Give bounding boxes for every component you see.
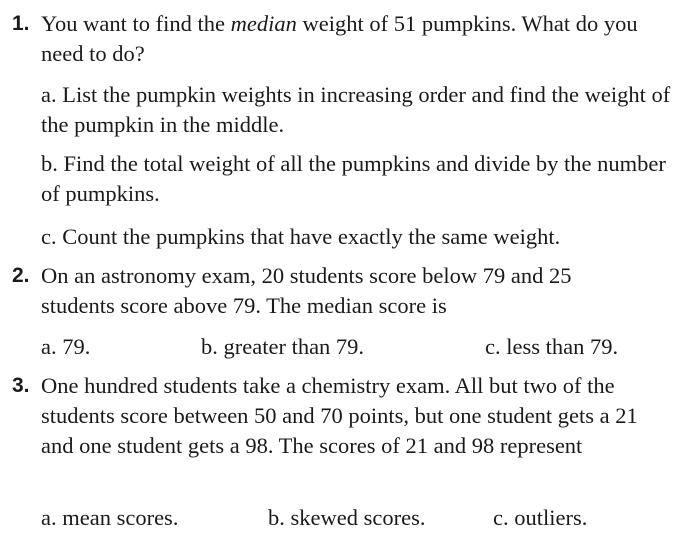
stem-emphasis: median [230, 11, 297, 36]
question-number: 2. [12, 264, 30, 287]
answer-option-c[interactable]: c. outliers. [493, 505, 588, 530]
answer-option-a[interactable]: a. List the pumpkin weights in increasing order and find the weight of the pumpkin in the middle. [41, 82, 671, 137]
options-row [0, 503, 700, 533]
stem-text: You want to find the [41, 11, 231, 36]
question-stem: On an astronomy exam, 20 students score below 79 and 25 students score above 79. The median score is [41, 263, 572, 318]
options-row [0, 332, 700, 362]
question-stem: One hundred students take a chemistry exam. All but two of the students score between 50 and 70 points, but one student gets a 21 and one student gets a 98. The scores of 21 and 98 represent [41, 373, 638, 458]
answer-option-b[interactable]: b. greater than 79. [201, 334, 365, 359]
answer-option-a[interactable]: a. 79. [41, 334, 91, 359]
answer-option-b[interactable]: b. Find the total weight of all the pumpkins and divide by the number of pumpkins. [41, 151, 666, 206]
question-stem [41, 9, 681, 69]
question-number: 1. [12, 12, 30, 35]
answer-option-a[interactable]: a. mean scores. [41, 505, 179, 530]
answer-option-c[interactable]: c. less than 79. [485, 334, 619, 359]
stem-text: weight of 51 pumpkins. What do you need to do? [41, 11, 638, 66]
answer-option-b[interactable]: b. skewed scores. [268, 505, 426, 530]
answer-option-c[interactable]: c. Count the pumpkins that have exactly the same weight. [41, 224, 561, 249]
question-number: 3. [12, 374, 30, 397]
